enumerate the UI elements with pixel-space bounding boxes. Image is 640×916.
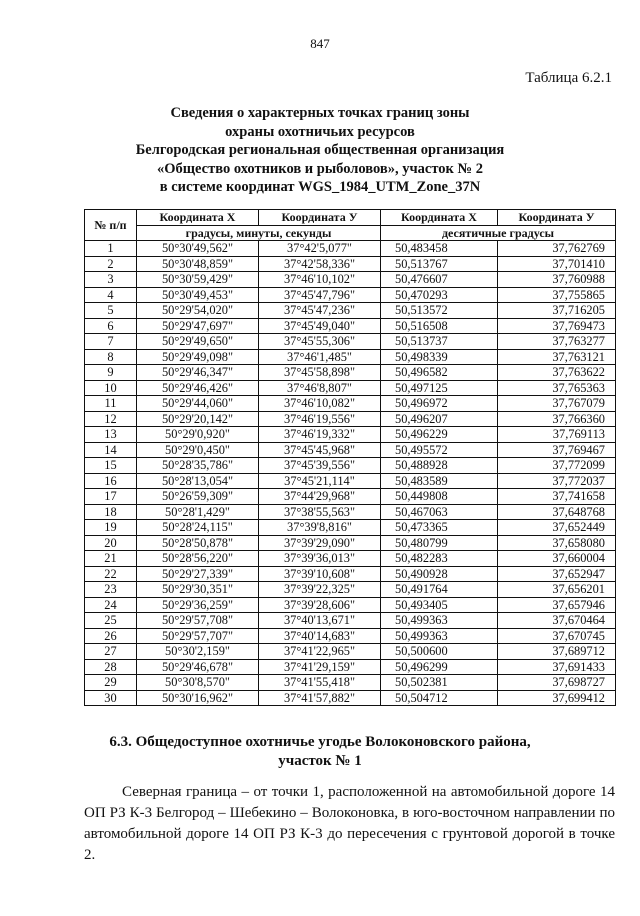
table-row [85, 287, 616, 303]
row-number: 2 [85, 256, 137, 272]
lon-dms: 37°45'55,306" [259, 334, 381, 350]
lat-dms: 50°29'36,259" [137, 597, 259, 613]
lon-decimal: 37,701410 [498, 256, 616, 272]
lat-dms: 50°29'0,450" [137, 442, 259, 458]
lat-decimal: 50,483589 [381, 473, 498, 489]
lat-dms: 50°29'20,142" [137, 411, 259, 427]
lat-decimal: 50,496972 [381, 396, 498, 412]
table-row [85, 334, 616, 350]
lon-dms: 37°39'8,816" [259, 520, 381, 536]
lat-dms: 50°28'56,220" [137, 551, 259, 567]
row-number: 17 [85, 489, 137, 505]
lat-dms: 50°30'8,570" [137, 675, 259, 691]
lon-decimal: 37,760988 [498, 272, 616, 288]
table-row [85, 473, 616, 489]
lon-decimal: 37,765363 [498, 380, 616, 396]
lat-decimal: 50,500600 [381, 644, 498, 660]
lon-dms: 37°46'19,332" [259, 427, 381, 443]
lat-dms: 50°29'54,020" [137, 303, 259, 319]
lon-decimal: 37,699412 [498, 690, 616, 706]
lat-decimal: 50,470293 [381, 287, 498, 303]
lon-dms: 37°45'49,040" [259, 318, 381, 334]
row-number: 5 [85, 303, 137, 319]
lat-dms: 50°29'44,060" [137, 396, 259, 412]
lon-decimal: 37,769473 [498, 318, 616, 334]
table-row [85, 659, 616, 675]
lat-decimal: 50,499363 [381, 628, 498, 644]
row-number: 1 [85, 241, 137, 257]
row-number: 24 [85, 597, 137, 613]
lon-decimal: 37,648768 [498, 504, 616, 520]
lon-dms: 37°38'55,563" [259, 504, 381, 520]
lon-dms: 37°39'36,013" [259, 551, 381, 567]
lat-decimal: 50,493405 [381, 597, 498, 613]
lat-dms: 50°29'49,650" [137, 334, 259, 350]
lat-dms: 50°28'13,054" [137, 473, 259, 489]
lat-dms: 50°30'49,562" [137, 241, 259, 257]
row-number: 20 [85, 535, 137, 551]
table-body [85, 241, 616, 706]
row-number: 23 [85, 582, 137, 598]
row-number: 25 [85, 613, 137, 629]
section-heading-line: участок № 1 [278, 753, 362, 769]
lon-dms: 37°41'55,418" [259, 675, 381, 691]
row-number: 19 [85, 520, 137, 536]
lat-decimal: 50,498339 [381, 349, 498, 365]
row-number: 18 [85, 504, 137, 520]
lat-dms: 50°29'57,707" [137, 628, 259, 644]
lat-dms: 50°30'48,859" [137, 256, 259, 272]
table-row [85, 349, 616, 365]
lat-dms: 50°29'27,339" [137, 566, 259, 582]
header-coord-x-decimal: Координата X [381, 210, 498, 226]
table-row [85, 520, 616, 536]
lon-dms: 37°42'5,077" [259, 241, 381, 257]
row-number: 3 [85, 272, 137, 288]
lat-decimal: 50,513572 [381, 303, 498, 319]
header-unit-dms: градусы, минуты, секунды [137, 225, 381, 241]
lon-decimal: 37,772099 [498, 458, 616, 474]
lat-decimal: 50,496582 [381, 365, 498, 381]
table-row [85, 365, 616, 381]
lon-dms: 37°41'57,882" [259, 690, 381, 706]
lat-dms: 50°28'24,115" [137, 520, 259, 536]
lon-decimal: 37,716205 [498, 303, 616, 319]
lat-dms: 50°30'2,159" [137, 644, 259, 660]
table-row [85, 644, 616, 660]
row-number: 30 [85, 690, 137, 706]
header-coord-y: Координата У [259, 210, 381, 226]
lat-dms: 50°29'46,678" [137, 659, 259, 675]
row-number: 27 [85, 644, 137, 660]
row-number: 29 [85, 675, 137, 691]
row-number: 14 [85, 442, 137, 458]
table-row [85, 504, 616, 520]
lon-dms: 37°39'28,606" [259, 597, 381, 613]
header-coord-x: Координата X [137, 210, 259, 226]
table-row [85, 396, 616, 412]
lon-decimal: 37,762769 [498, 241, 616, 257]
lon-decimal: 37,763622 [498, 365, 616, 381]
lat-decimal: 50,496299 [381, 659, 498, 675]
title-line: Сведения о характерных точках границ зоны [170, 105, 470, 121]
lon-decimal: 37,769467 [498, 442, 616, 458]
lat-dms: 50°30'59,429" [137, 272, 259, 288]
title-line: «Общество охотников и рыболовов», участок № 2 [157, 160, 483, 177]
lon-decimal: 37,772037 [498, 473, 616, 489]
table-row [85, 380, 616, 396]
table-row [85, 303, 616, 319]
table-label: Таблица 6.2.1 [525, 70, 612, 86]
lon-dms: 37°45'47,796" [259, 287, 381, 303]
lat-dms: 50°30'49,453" [137, 287, 259, 303]
lon-dms: 37°40'13,671" [259, 613, 381, 629]
lat-decimal: 50,449808 [381, 489, 498, 505]
lon-decimal: 37,741658 [498, 489, 616, 505]
lat-decimal: 50,467063 [381, 504, 498, 520]
table-row [85, 613, 616, 629]
lat-dms: 50°29'46,347" [137, 365, 259, 381]
table-row [85, 582, 616, 598]
lat-dms: 50°29'49,098" [137, 349, 259, 365]
lon-dms: 37°46'1,485" [259, 349, 381, 365]
lon-decimal: 37,691433 [498, 659, 616, 675]
lat-dms: 50°28'1,429" [137, 504, 259, 520]
lon-dms: 37°46'8,807" [259, 380, 381, 396]
table-row [85, 458, 616, 474]
lon-dms: 37°40'14,683" [259, 628, 381, 644]
lat-decimal: 50,513737 [381, 334, 498, 350]
lat-decimal: 50,502381 [381, 675, 498, 691]
table-row [85, 535, 616, 551]
lat-decimal: 50,504712 [381, 690, 498, 706]
row-number: 8 [85, 349, 137, 365]
row-number: 10 [85, 380, 137, 396]
row-number: 12 [85, 411, 137, 427]
table-row [85, 256, 616, 272]
table-row [85, 597, 616, 613]
lat-decimal: 50,480799 [381, 535, 498, 551]
lon-dms: 37°46'10,082" [259, 396, 381, 412]
row-number: 28 [85, 659, 137, 675]
lon-decimal: 37,656201 [498, 582, 616, 598]
lat-dms: 50°29'0,920" [137, 427, 259, 443]
row-number: 6 [85, 318, 137, 334]
lon-dms: 37°45'39,556" [259, 458, 381, 474]
lon-decimal: 37,755865 [498, 287, 616, 303]
table-row [85, 690, 616, 706]
row-number: 7 [85, 334, 137, 350]
lon-decimal: 37,658080 [498, 535, 616, 551]
lon-dms: 37°45'21,114" [259, 473, 381, 489]
header-unit-decimal: десятичные градусы [381, 225, 616, 241]
lon-decimal: 37,652947 [498, 566, 616, 582]
lat-dms: 50°30'16,962" [137, 690, 259, 706]
lon-dms: 37°39'22,325" [259, 582, 381, 598]
lat-dms: 50°29'57,708" [137, 613, 259, 629]
table-row [85, 442, 616, 458]
lat-dms: 50°28'50,878" [137, 535, 259, 551]
lon-decimal: 37,769113 [498, 427, 616, 443]
lat-dms: 50°29'47,697" [137, 318, 259, 334]
table-row [85, 628, 616, 644]
table-row [85, 566, 616, 582]
lat-decimal: 50,482283 [381, 551, 498, 567]
lon-decimal: 37,657946 [498, 597, 616, 613]
lat-decimal: 50,483458 [381, 241, 498, 257]
lon-decimal: 37,660004 [498, 551, 616, 567]
lon-dms: 37°45'47,236" [259, 303, 381, 319]
lat-decimal: 50,516508 [381, 318, 498, 334]
lon-decimal: 37,767079 [498, 396, 616, 412]
lat-dms: 50°26'59,309" [137, 489, 259, 505]
lat-decimal: 50,491764 [381, 582, 498, 598]
header-num: № п/п [85, 210, 137, 241]
lon-dms: 37°45'45,968" [259, 442, 381, 458]
lat-decimal: 50,499363 [381, 613, 498, 629]
lon-dms: 37°44'29,968" [259, 489, 381, 505]
lat-dms: 50°28'35,786" [137, 458, 259, 474]
row-number: 22 [85, 566, 137, 582]
lat-decimal: 50,490928 [381, 566, 498, 582]
lon-dms: 37°45'58,898" [259, 365, 381, 381]
document-title [0, 104, 640, 197]
table-row [85, 241, 616, 257]
row-number: 26 [85, 628, 137, 644]
lon-decimal: 37,698727 [498, 675, 616, 691]
lon-decimal: 37,652449 [498, 520, 616, 536]
lon-decimal: 37,670464 [498, 613, 616, 629]
lat-dms: 50°29'46,426" [137, 380, 259, 396]
lat-decimal: 50,496207 [381, 411, 498, 427]
lat-decimal: 50,496229 [381, 427, 498, 443]
title-line: охраны охотничьих ресурсов [225, 123, 415, 140]
table-row [85, 427, 616, 443]
lat-decimal: 50,488928 [381, 458, 498, 474]
lon-dms: 37°41'29,159" [259, 659, 381, 675]
row-number: 4 [85, 287, 137, 303]
section-paragraph: Северная граница – от точки 1, расположенной на автомобильной дороге 14 ОП РЗ К-3 Белгород – Шебекино – Волоконовка, в юго-восточном направлении по автомобильной дороге 14 ОП РЗ К-3 до пересечения с грунтовой дорогой в точке 2. [84, 784, 615, 863]
lon-dms: 37°41'22,965" [259, 644, 381, 660]
row-number: 9 [85, 365, 137, 381]
lon-decimal: 37,689712 [498, 644, 616, 660]
table-row [85, 675, 616, 691]
row-number: 16 [85, 473, 137, 489]
title-line: в системе координат WGS_1984_UTM_Zone_37N [159, 179, 481, 195]
lat-decimal: 50,476607 [381, 272, 498, 288]
table-row [85, 551, 616, 567]
section-heading-line: 6.3. Общедоступное охотничье угодье Волоконовского района, [109, 734, 531, 750]
lat-decimal: 50,473365 [381, 520, 498, 536]
row-number: 13 [85, 427, 137, 443]
table-row [85, 318, 616, 334]
section-heading [0, 733, 640, 771]
lon-decimal: 37,763121 [498, 349, 616, 365]
lon-decimal: 37,766360 [498, 411, 616, 427]
lon-dms: 37°46'10,102" [259, 272, 381, 288]
coordinates-table [84, 209, 616, 706]
row-number: 21 [85, 551, 137, 567]
table-row [85, 272, 616, 288]
row-number: 11 [85, 396, 137, 412]
table-row [85, 411, 616, 427]
header-coord-y-decimal: Координата У [498, 210, 616, 226]
lon-decimal: 37,670745 [498, 628, 616, 644]
lat-dms: 50°29'30,351" [137, 582, 259, 598]
lon-dms: 37°39'29,090" [259, 535, 381, 551]
row-number: 15 [85, 458, 137, 474]
title-line: Белгородская региональная общественная организация [135, 142, 505, 158]
lat-decimal: 50,497125 [381, 380, 498, 396]
lat-decimal: 50,495572 [381, 442, 498, 458]
table-row [85, 489, 616, 505]
page-number: 847 [310, 36, 330, 51]
lon-dms: 37°42'58,336" [259, 256, 381, 272]
lon-dms: 37°46'19,556" [259, 411, 381, 427]
lat-decimal: 50,513767 [381, 256, 498, 272]
lon-dms: 37°39'10,608" [259, 566, 381, 582]
lon-decimal: 37,763277 [498, 334, 616, 350]
